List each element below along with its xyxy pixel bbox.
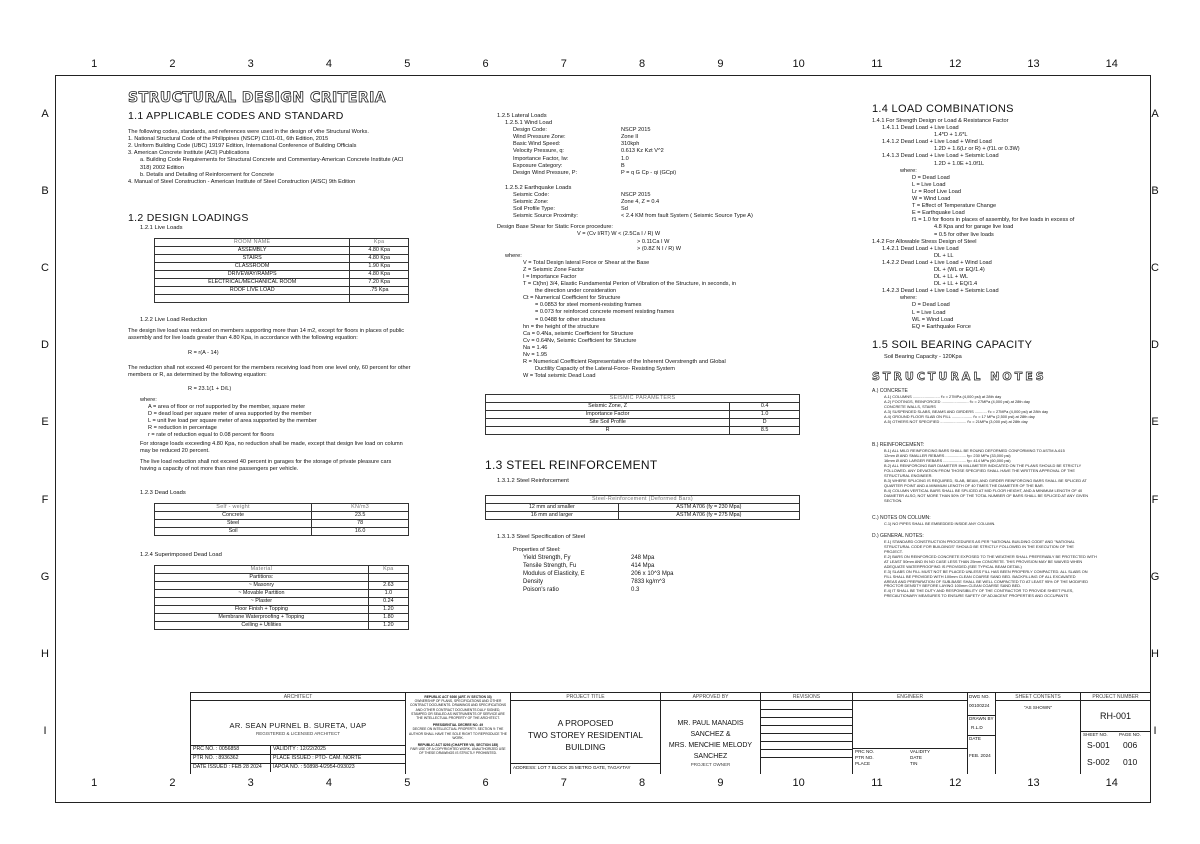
note-line: E.4) IT SHALL BE THE DUTY AND RESPONSIBILITY OF THE CONTRACTOR TO PROVIDE SHEET PILES,: [884, 588, 1074, 594]
note-line: A.2) FOOTINGS, REINFORCED ......................... f'c = 27MPa (4,000 psi) at 28th day: [884, 398, 1030, 404]
definition: Cv = 0.64Nv, Seismic Coefficient for Structure: [523, 337, 637, 344]
definition: I = Importance Factor: [523, 273, 577, 280]
grid-column-label: 9: [717, 58, 724, 70]
project-owner: [661, 718, 760, 768]
definition: the direction under consideration: [535, 288, 617, 295]
grid-column-label: 14: [1105, 777, 1118, 789]
table-row: ROOF LIVE LOAD .75 Kpa: [155, 286, 409, 294]
note-line: B.3) WHERE SPLICING IS REQUIRED, SLAB, BEAM, AND GIRDER REINFORCING BARS SHALL BE SPLICED AT: [884, 477, 1087, 483]
table-row: ASSEMBLY 4.80 Kpa: [155, 246, 409, 254]
garage-paragraph: The live load reduction shall not exceed 40 percent in garages for the storage of private pleasure cars having a capacity of not more than nine passengers per vehicle.: [140, 459, 392, 473]
definition: Ductility Capacity of the Lateral-Force- Resisting System: [535, 366, 675, 373]
sheet-no: S-002: [1087, 757, 1110, 767]
grid-column-label: 1: [91, 58, 98, 70]
grid-column-label: 8: [639, 58, 646, 70]
ptr-number: PTR NO. : 8936362: [191, 754, 271, 763]
grid-row-label: D: [1151, 339, 1159, 352]
load-combination-line: 4.8 Kpa and for garage live load: [934, 224, 1014, 231]
engineer-cell: [852, 693, 967, 774]
definition: D = dead load per square meter of area supported by the member: [148, 410, 312, 417]
table-row: Partitions:: [155, 573, 409, 581]
note-line: 16mm Ø AND LARGER REBARS ..................... fy= 414 MPa (60,000 psi): [884, 458, 1011, 464]
project-title-line: TWO STOREY RESIDENTIAL BUILDING: [528, 730, 643, 752]
grid-column-label: 4: [325, 777, 333, 789]
sheet-contents-caption: SHEET CONTENTS: [996, 693, 1080, 701]
notes-general-heading: D.) GENERAL NOTES:: [872, 533, 924, 540]
reduction-paragraph-2: The reduction shall not exceed 40 percent for the members receiving load from one level only, 60 percent for other members or R, as determined by the following equation:: [128, 365, 411, 379]
date: FEB. 2024: [969, 753, 991, 758]
architect-caption: ARCHITECT: [191, 693, 405, 701]
grid-row-label: C: [1151, 262, 1159, 275]
sheet-no-label: SHEET NO.: [1083, 732, 1108, 737]
grid-column-label: 4: [325, 58, 333, 70]
grid-column-label: 10: [792, 777, 805, 789]
param-row: Exposure Category: B: [513, 162, 625, 169]
load-combination-line: 1.4.2.3 Dead Load + Live Load + Seismic Load: [882, 288, 999, 295]
note-line: B.2) ALL REINFORCING BAR DIAMETER IN MILLIMETER INDICATED ON THE PLANS SHOULD BE STRICTLY: [884, 463, 1082, 469]
rebar-table: Steel-Reinforcement (Deformed Bars) 12 mm and smaller ASTM A706 (fy = 230 Mpa) 16 mm and larger ASTM A706 (fy = 275 Mpa): [485, 495, 800, 520]
table-row: Site Soil Profile D: [486, 419, 800, 427]
load-combination-line: WL = Wind Load: [912, 316, 954, 323]
note-line: FOLLOWED. ANY DEVIATION FROM THOSE SPECIFIED SHALL HAVE THE WRITTEN APPROVAL OF THE: [884, 468, 1075, 474]
definition: Nv = 1.95: [523, 352, 548, 358]
note-line: A.4) GROUND FLOOR SLAB ON FILL ................... f'c = 17 MPa (2,500 psi) at 28th day: [884, 413, 1035, 419]
title-block: [190, 692, 1150, 773]
grid-column-label: 7: [560, 58, 567, 70]
page-no-label: PAGE NO.: [1119, 732, 1141, 737]
load-combination-line: 1.4*D + 1.6*L: [934, 132, 968, 139]
notes-concrete: [872, 395, 1142, 424]
note-line: SECTION.: [884, 497, 903, 503]
legal-notice-cell: [405, 693, 510, 774]
project-title-cell: [510, 693, 660, 774]
grid-row-label: F: [1151, 493, 1159, 506]
notes-general: [872, 540, 1142, 599]
param-row: Soil Profile Type: Sd: [513, 206, 628, 213]
grid-column-label: 2: [169, 777, 176, 789]
project-number: RH-001: [1099, 711, 1131, 721]
table-row: ELECTRICAL/MECHANICAL ROOM 7.20 Kpa: [155, 278, 409, 286]
owner-line: MR. PAUL MANADIS SANCHEZ &: [677, 720, 744, 738]
where-label: where:: [505, 252, 522, 259]
structural-notes-title: STRUCTURAL NOTES: [872, 369, 1047, 383]
definition: R = Numerical Coefficient Representative of the Inherent Overstrength and Global: [523, 359, 726, 366]
project-number-cell: [1080, 693, 1150, 774]
load-combination-line: 1.4.1.1 Dead Load + Live Load: [882, 125, 959, 132]
architect-credentials: [191, 745, 406, 772]
grid-columns-top: [55, 58, 1151, 70]
definition: Z = Seismic Zone Factor: [523, 266, 585, 273]
note-line: B.4) COLUMN VERTICAL BARS SHALL BE SPLICED AT MID FLOOR HEIGHT, AND A MINIMUM LENGTH OF 40: [884, 487, 1083, 493]
page-no: 010: [1123, 757, 1138, 767]
grid-column-label: 5: [404, 777, 411, 789]
engineer-credentials: [855, 749, 965, 767]
equation-1: R = r(A - 14): [188, 350, 219, 357]
load-combination-line: f1 = 1.0 for floors in places of assembly, for live loads in excess of: [912, 217, 1075, 224]
grid-row-label: G: [1150, 570, 1160, 583]
param-row: Poison's ratio 0.3: [523, 586, 640, 593]
dead-loads-title: 1.2.3 Dead Loads: [140, 489, 186, 496]
grid-row-label: C: [41, 262, 49, 275]
note-line: E.1) STANDARD CONSTRUCTION PROCEDURES AS PER "NATIONAL BUILDING CODE" AND "NATIONAL: [884, 539, 1075, 545]
grid-column-label: 14: [1105, 58, 1118, 70]
steel-reinforcement-title: 1.3.1.2 Steel Reinforcement: [497, 478, 569, 485]
project-title-line: A PROPOSED: [557, 718, 614, 728]
earthquake-params: [485, 192, 805, 220]
column-load-combinations-notes: [872, 103, 1142, 599]
legal-title: REPUBLIC ACT 9266 (ART. IV SECTION 33): [424, 695, 492, 699]
load-combination-line: W = Wind Load: [912, 196, 951, 203]
definition: T = Ct(hn) 3/4, Elastic Fundamental Perion of Vibration of the Structure, in seconds, in: [523, 281, 736, 288]
steel-properties-title: Properties of Steel:: [513, 546, 561, 553]
table-row: Floor Finish + Topping 1.20: [155, 605, 409, 613]
drawn-by: R.L.D: [971, 725, 983, 730]
note-line: PRECAUTIONARY MEASURES TO ENSURE SAFETY OF ADJACENT PROPERTIES AND OCCUPANTS: [884, 593, 1069, 599]
code-item: a. Building Code Requirements for Structural Concrete and Commentary-American Concrete Institute (ACI 318) 2002 Edition: [140, 157, 404, 171]
prc-number: PRC NO. : 0056858: [191, 745, 271, 754]
grid-column-label: 8: [639, 777, 646, 789]
note-line: 12mm Ø AND SMALLER REBARS ................... fy= 230 MPa (33,000 psi): [884, 453, 1011, 459]
date-label: DATE: [969, 736, 981, 741]
definition: Na = 1.46: [523, 344, 548, 351]
grid-column-label: 6: [482, 777, 489, 789]
engineer-date: DATE: [910, 755, 922, 760]
grid-row-label: D: [41, 339, 49, 352]
superimposed-dead-load-table: Material Kpa Partitions: ~ Masonry 2.63 ~ Movable Partition 1.0 ~ Plaster 0.24 Floor Finish + Topping 1.20 Membrane Waterproofing + Topping 1.80 Ceiling + Utilities 1.20: [154, 565, 409, 630]
load-combination-line: DL + LL + EQ/1.4: [934, 281, 978, 288]
legal-title: REPUBLIC ACT 8293 (CHAPTER VIII, SECTION 185): [417, 743, 499, 748]
table-row: 12 mm and smaller ASTM A706 (fy = 230 Mpa): [486, 504, 800, 512]
notes-reinforcement-heading: B.) REINFORCEMENT:: [872, 442, 925, 449]
load-combination-line: 1.2D + 1.6(Lr or R) + (f1L or 0.3W): [934, 146, 1020, 153]
notes-column-heading: C.) NOTES ON COLUMN:: [872, 515, 931, 522]
table-row: Seismic Zone, Z 0.4: [486, 403, 800, 411]
column-lateral-steel: [485, 113, 805, 594]
architect-subtitle: REGISTERED & LICENSED ARCHITECT: [255, 731, 340, 736]
note-line: C.1) NO PIPES SHALL BE EMBEDDED INSIDE ANY COLUMN.: [884, 521, 996, 527]
definition: hn = the height of the structure: [523, 323, 600, 330]
param-row: Tensile Strength, Fu 414 Mpa: [523, 562, 655, 569]
note-line: AREAS AND PREPARATION OF SUB-BASE SHALL BE WELL COMPACTED TO AT LEAST 95% OF THE MODIFIED: [884, 578, 1089, 584]
legal-text: OWNERSHIP OF PLANS, SPECIFICATIONS AND OTHER CONTRACT DOCUMENTS. DRAWINGS AND SPECIFICATIONS AND OTHER CONTRACT DOCUMENTS DULY SIGNED, STAMPED OR SEALED AS INSTRUMENTS OF SERVICE ARE THE INTELLECTUAL PROPERTY OF THE ARCHITECT.: [409, 699, 507, 721]
section-1-5-heading: 1.5 SOIL BEARING CAPACITY: [872, 338, 1033, 351]
section-1-4-heading: 1.4 LOAD COMBINATIONS: [872, 103, 1014, 115]
approved-by-cell: [660, 693, 760, 774]
base-shear-equation: > (0.8Z N I / R) W: [637, 245, 681, 252]
param-row: Seismic Source Proximity: < 2.4 KM from fault System ( Seismic Source Type A): [513, 213, 753, 220]
table-row: ~ Masonry 2.63: [155, 581, 409, 589]
note-line: E.2) BARS ON REINFORCED CONCRETE EXPOSED TO THE WEATHER SHALL PREFERABLY BE PROTECTED WITH: [884, 554, 1097, 560]
load-combination-line: 1.4.1 For Strength Design or Load & Resistance Factor: [872, 118, 1009, 124]
param-row: Velocity Pressure, q: 0.613 Kz Kzt V^2: [513, 148, 664, 155]
definition: Ct = Numerical Coefficient for Structure: [523, 295, 621, 302]
load-combination-line: DL + (WL or EQ/1.4): [934, 266, 985, 273]
superimposed-dead-load-title: 1.2.4 Superimposed Dead Load: [140, 551, 222, 558]
note-line: AT LEAST 50mm AND IN NO CASE LESS THAN 25mm CONCRETE. THIS PROVISION MAY BE WAIVED WHEN: [884, 558, 1083, 564]
note-line: PROCTOR DENSITY BEFORE LAYING 100mm CLEAN COARSE SAND BED.: [884, 583, 1022, 589]
notes-reinforcement: [872, 449, 1142, 503]
notes-column: [872, 522, 1142, 527]
reduction-paragraph-1: The design live load was reduced on members supporting more than 14 m2, except for floors in places of public assembly and for live loads greater than 4.80 Kpa, in accordance with the following equation:: [128, 328, 405, 342]
dwg-no-label: DWG NO.: [969, 694, 990, 699]
dwg-no: 00100224: [969, 703, 990, 708]
load-combination-line: EQ = Earthquake Force: [912, 323, 971, 330]
sheet-no: S-001: [1087, 740, 1110, 750]
load-combination-line: where:: [900, 295, 917, 302]
load-combination-line: E = Earthquake Load: [912, 210, 965, 217]
grid-column-label: 3: [247, 777, 254, 789]
definition: A = area of floor or rrof supported by the member, square meter: [148, 403, 306, 410]
load-combination-line: L = Live Load: [912, 181, 946, 188]
grid-row-label: H: [41, 648, 49, 661]
grid-column-label: 12: [949, 58, 962, 70]
grid-row-label: B: [41, 184, 49, 197]
grid-column-label: 11: [871, 58, 883, 70]
load-combination-line: Lr = Roof Live Load: [912, 188, 961, 195]
table-row: DRIVEWAY/RAMPS 4.80 Kpa: [155, 270, 409, 278]
legal-text: FAIR USE OF A COPYRIGHTED WORK. UNAUTHORIZED USE OF THESE DRAWINGS IS STRICTLY PROHIBITED.: [410, 747, 506, 756]
table-row: ~ Movable Partition 1.0: [155, 589, 409, 597]
project-number-caption: PROJECT NUMBER: [1081, 693, 1150, 701]
definition: r = rate of reduction equal to 0.08 percent for floors: [148, 432, 275, 439]
grid-column-label: 13: [1027, 58, 1040, 70]
grid-column-label: 1: [91, 777, 98, 789]
structural-notes: [872, 388, 1142, 599]
note-line: STRUCTURAL CODE FOR BUILDINGS" SHOULD BE STRICTLY FOLLOWED IN THE EXECUTION OF THE: [884, 544, 1074, 550]
wind-load-params: [485, 127, 805, 177]
section-1-1-heading: 1.1 APPLICABLE CODES AND STANDARD: [128, 110, 344, 123]
steel-spec-title: 1.3.1.3 Steel Specification of Steel: [497, 534, 586, 541]
equation-2: R = 23.1(1 + D/L): [188, 385, 232, 392]
grid-column-label: 10: [792, 58, 805, 70]
grid-rows-left: [38, 75, 52, 770]
param-row: Seismic Code: NSCP 2015: [513, 191, 651, 198]
load-combinations: [872, 118, 1142, 331]
validity: VALIDITY : 12/22/2025: [273, 746, 326, 752]
section-1-3-heading: 1.3 STEEL REINFORCEMENT: [485, 458, 658, 473]
engineer-validity: VALIDITY: [910, 749, 931, 754]
drawn-by-label: DRAWN BY: [969, 716, 994, 721]
grid-column-label: 9: [717, 777, 724, 789]
approved-caption: APPROVED BY: [661, 693, 760, 701]
iapoa-number: IAPOA NO. : 50898-4/2954-093023: [273, 764, 355, 770]
note-line: FILL SHALL BE PROVIDED WITH 100mm CLEAN COARSE SAND BED. BACKFILLING OF ALL EXCAVATED: [884, 573, 1076, 579]
grid-column-label: 6: [482, 58, 489, 70]
load-combination-line: L = Live Load: [912, 309, 946, 316]
definition: = 0.0853 for steel moment-resisting frames: [535, 302, 642, 309]
load-combination-line: 1.4.1.2 Dead Load + Live Load + Wind Load: [882, 139, 992, 146]
note-line: DIAMETER ALSO, NOT MORE THAN 50% OF THE TOTAL NUMBER OF BARS SHALL BE SPLICED AT ANY GIVEN: [884, 492, 1089, 498]
note-line: A.1) COLUMNS ......................... f'c = 27MPa (4,000 psi) at 28th day: [884, 394, 1002, 399]
table-row: STAIRS 4.80 Kpa: [155, 254, 409, 262]
revisions-caption: REVISIONS: [761, 693, 852, 701]
drawing-info-cell: [967, 693, 995, 774]
column-codes-loadings: [128, 90, 428, 630]
note-line: B.1) ALL MILD REINFORCING BARS SHALL BE ROUND DEFORMED CONFORMING TO ASTM A-615: [884, 448, 1065, 454]
architect-cell: [190, 693, 405, 774]
grid-row-label: A: [41, 107, 49, 120]
where-label: where:: [140, 396, 157, 403]
sheet-contents-cell: [995, 693, 1080, 774]
param-row: Importance Factor, Iw: 1.0: [513, 155, 629, 162]
load-combination-line: = 0.5 for other live loads: [934, 231, 994, 238]
grid-column-label: 11: [871, 777, 883, 789]
grid-row-label: I: [43, 725, 47, 738]
place-issued: PLACE ISSUED : PTO- CAM. NORTE: [273, 755, 362, 761]
revisions-cell: [760, 693, 852, 774]
project-address: ADDRESS: LOT 7 BLOCK 25 METRO GATE, TAGAYTAY: [513, 765, 631, 770]
grid-column-label: 3: [247, 58, 254, 70]
code-item: b. Details and Detailing of Reinforcement for Concrete: [140, 171, 275, 178]
grid-column-label: 5: [404, 58, 411, 70]
note-line: CONCRETE WALLS, STAIRS: [884, 403, 936, 409]
grid-row-label: A: [1151, 107, 1159, 120]
legal-text: DECREE ON INTELLECTUAL PROPERTY. SECTION 9: THE AUTHOR SHALL HAVE THE SOLE RIGHT TO REPRODUCE THE WORK.: [409, 727, 507, 740]
definition: = 0.073 for reinforced concrete moment resisting frames: [535, 309, 675, 316]
code-item: 4. Manual of Steel Construction - American Institute of Steel Construction (AISC) 9th Edition: [128, 178, 356, 185]
engineer-caption: ENGINEER: [853, 693, 967, 701]
definition: R = reduction in percentage: [148, 424, 217, 431]
load-combination-line: 1.2D + 1.0E +1.0f1L: [934, 160, 985, 167]
date-issued: DATE ISSUED : FEB 28 2024: [191, 763, 271, 772]
load-combination-line: DL + LL + WL: [934, 274, 969, 281]
load-combination-line: DL + LL: [934, 252, 954, 259]
note-line: A.5) OTHERS NOT SPECIFIED ........................ f'c = 21MPa (3,000 psi) at 28th day: [884, 418, 1028, 424]
grid-column-label: 7: [560, 777, 567, 789]
base-shear-equation: V = (Cv I/RT) W < (2.5Ca I / R) W: [577, 231, 661, 238]
param-row: Modulus of Elasticity, E 206 x 10^3 Mpa: [523, 570, 674, 577]
table-row: Importance Factor 1.0: [486, 411, 800, 419]
load-combination-line: 1.4.2 For Allowable Stress Design of Steel: [872, 238, 977, 245]
definition: W = Total seismic Dead Load: [523, 373, 596, 380]
grid-row-label: E: [41, 416, 49, 429]
live-loads-title: 1.2.1 Live Loads: [140, 224, 183, 231]
grid-row-label: F: [41, 493, 49, 506]
param-row: Density 7833 kg/m^3: [523, 578, 666, 585]
page-no: 006: [1123, 740, 1138, 750]
grid-column-label: 12: [949, 777, 962, 789]
load-combination-line: D = Dead Load: [912, 302, 950, 309]
engineer-place: PLACE: [855, 761, 871, 766]
live-loads-table: ROOM NAME Kpa ASSEMBLY 4.80 Kpa STAIRS 4.80 Kpa CLASSROOM 1.90 Kpa DRIVEWAY/RAMPS 4.80 Kpa ELECTRICAL/MECHANICAL ROOM 7.20 Kpa ROOF LIVE LOAD .75 Kpa: [154, 238, 409, 303]
base-shear-title: Design Base Shear for Static Force procedure:: [497, 224, 613, 231]
sheet-contents: "AS SHOWN": [1023, 705, 1053, 710]
table-row: ~ Plaster 0.24: [155, 597, 409, 605]
steel-properties: [485, 554, 805, 594]
definition: V = Total Design lateral Force or Shear at the Base: [523, 259, 650, 266]
notes-concrete-heading: A.) CONCRETE: [872, 388, 908, 394]
note-line: PROJECT.: [884, 549, 903, 555]
table-row: Soil 16.0: [155, 527, 409, 535]
project-caption: PROJECT TITLE: [511, 693, 660, 701]
page-title: STRUCTURAL DESIGN CRITERIA: [128, 90, 387, 106]
grid-row-label: E: [1151, 416, 1159, 429]
base-shear-equation: > 0.11Ca I W: [637, 238, 670, 245]
legal-title: PRESIDENTIAL DECREE NO. 49: [432, 723, 484, 728]
table-row: Membrane Waterproofing + Topping 1.80: [155, 613, 409, 621]
engineer-tin: TIN: [910, 761, 918, 766]
load-combination-line: D = Dead Load: [912, 174, 950, 181]
codes-intro: The following codes, standards, and references were used in the design of vthe Structural Works.: [128, 129, 369, 136]
lateral-loads-title: 1.2.5 Lateral Loads: [497, 113, 547, 119]
grid-column-label: 2: [169, 58, 176, 70]
load-combination-line: 1.4.2.1 Dead Load + Live Load: [882, 245, 959, 252]
code-item: 2. Uniform Building Code (UBC) 19197 Edition, International Conference of Building Officials: [128, 143, 357, 150]
live-load-reduction-title: 1.2.2 Live Load Reduction: [140, 316, 208, 323]
engineer-prc: PRC NO.: [855, 749, 875, 754]
note-line: E.3) SLABS ON FILL MUST NOT BE PLACED UNLESS FILL HAS BEEN PROPERLY COMPACTED. ALL SLABS ON: [884, 568, 1088, 574]
soil-bearing-capacity: Soil Bearing Capacity - 120Kpa: [884, 353, 962, 360]
grid-row-label: G: [40, 570, 50, 583]
owner-line: MRS. MENCHIE MELODY SANCHEZ: [668, 742, 753, 760]
param-row: Design Wind Pressure, P: P = q G Cp - qi (GCpi): [513, 169, 677, 176]
param-row: Wind Pressure Zone: Zone II: [513, 134, 639, 141]
note-line: A.3) SUSPENDED SLABS, BEAMS AND GIRDERS ........... f'c = 27MPa (4,000 psi) at 28th day: [884, 408, 1049, 414]
definition: Ca = 0.4Na, seismic Coefficient for Structure: [523, 330, 634, 337]
definition: L = unit live load per square meter of area supported by the member: [148, 417, 317, 424]
code-item: 1. National Structural Code of the Philippines (NSCP) C101-01, 6th Edition, 2015: [128, 136, 329, 143]
project-title: [511, 717, 660, 753]
grid-row-label: I: [1153, 725, 1157, 738]
note-line: QUARTER POINT AND A MINIMUM LENGTH OF 40 TIMES THE DIAMETER OF THE BAR.: [884, 482, 1044, 488]
load-combination-line: 1.4.1.3 Dead Load + Live Load + Seismic Load: [882, 153, 999, 160]
note-line: ADEQUATE WATERPROOFING IS PROVIDED.(SEE TYPICAL BEAM DETAIL): [884, 563, 1022, 569]
code-item: 3. American Concrete Institute (ACI) Publications: [128, 150, 250, 157]
table-row: CLASSROOM 1.90 Kpa: [155, 262, 409, 270]
grid-row-label: B: [1151, 184, 1159, 197]
param-row: Basic Wind Speed: 310kph: [513, 141, 640, 148]
section-1-2-heading: 1.2 DESIGN LOADINGS: [128, 211, 249, 224]
storage-paragraph: For storage loads exceeding 4.80 Kpa, no reduction shall be made, except that design live load on column may be reduced 20 percent.: [140, 441, 403, 455]
param-row: Seismic Zone: Zone 4, Z = 0.4: [513, 199, 660, 206]
architect-name: AR. SEAN PURNEL B. SURETA, UAP: [229, 721, 367, 730]
load-combination-line: T = Effect of Temperature Change: [912, 203, 997, 210]
table-row: Concrete 23.5: [155, 511, 409, 519]
owner-subtitle: PROJECT OWNER: [690, 762, 731, 767]
engineer-ptr: PTR NO.: [855, 755, 874, 760]
table-row: R 8.5: [486, 427, 800, 435]
grid-column-label: 13: [1027, 777, 1040, 789]
grid-row-label: H: [1151, 648, 1159, 661]
dead-loads-table: Self - weight KN/m3 Concrete 23.5 Steel 78 Soil 16.0: [154, 503, 409, 536]
table-row: Steel 78: [155, 519, 409, 527]
note-line: STRUCTURAL ENGINEER.: [884, 472, 933, 478]
wind-load-title: 1.2.5.1 Wind Load: [505, 120, 553, 127]
earthquake-loads-title: 1.2.5.2 Earthquake Loads: [505, 184, 572, 191]
table-row: Ceiling + Utilities 1.20: [155, 621, 409, 629]
table-row: 16 mm and larger ASTM A706 (fy = 275 Mpa): [486, 512, 800, 520]
seismic-parameters-table: SEISMIC PARAMETERS Seismic Zone, Z 0.4 Importance Factor 1.0 Site Soil Profile D R 8.5: [485, 394, 800, 435]
param-row: Yield Strength, Fy 248 Mpa: [523, 554, 655, 561]
load-combination-line: where:: [900, 167, 917, 174]
definition: = 0.0488 for other structures: [535, 316, 606, 323]
param-row: Design Code: NSCP 2015: [513, 127, 651, 134]
load-combination-line: 1.4.2.2 Dead Load + Live Load + Wind Load: [882, 259, 992, 266]
